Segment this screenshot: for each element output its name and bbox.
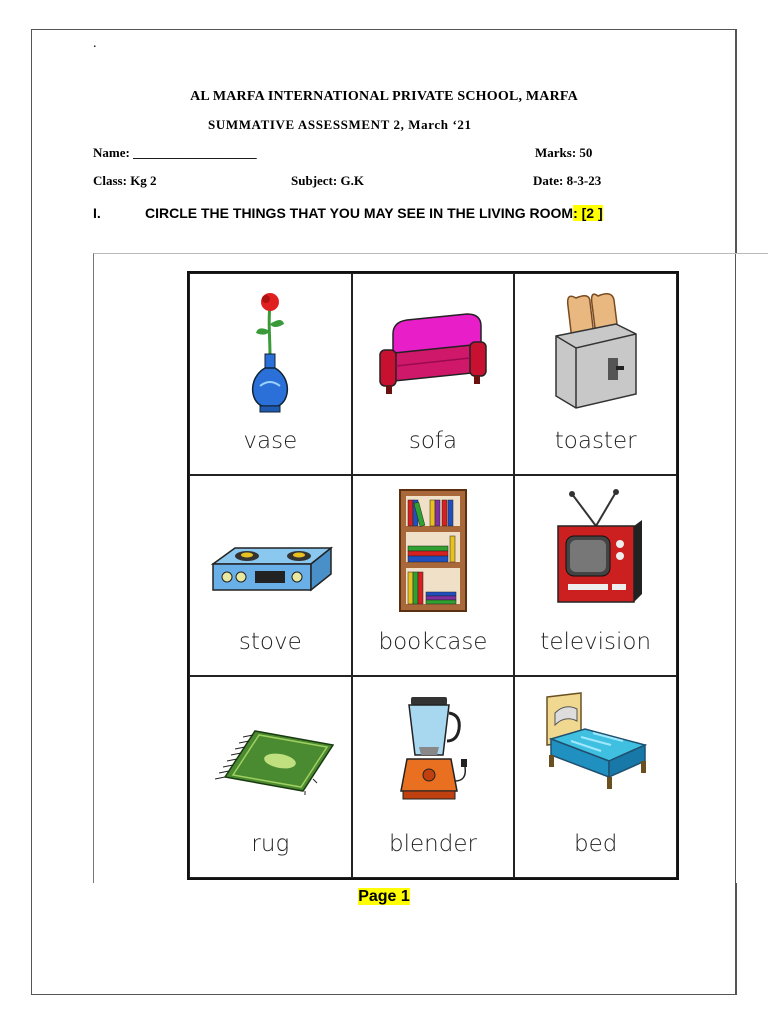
grid-cell-sofa[interactable] bbox=[352, 273, 515, 475]
page-edge-line bbox=[736, 29, 737, 253]
item-label: vase bbox=[243, 427, 298, 454]
question-heading bbox=[93, 205, 603, 221]
rug-icon bbox=[205, 717, 335, 797]
picture-grid bbox=[187, 271, 679, 880]
page-number: Page 1 bbox=[358, 888, 410, 905]
item-label: blender bbox=[389, 831, 477, 857]
item-label: stove bbox=[238, 629, 302, 656]
grid-cell-blender[interactable] bbox=[352, 676, 515, 878]
stove-icon bbox=[205, 534, 335, 624]
assessment-title: SUMMATIVE ASSESSMENT 2, March ‘21 bbox=[208, 117, 472, 132]
grid-cell-bed[interactable] bbox=[514, 676, 677, 878]
grid-cell-television[interactable] bbox=[514, 475, 677, 677]
grid-cell-bookcase[interactable] bbox=[352, 475, 515, 677]
page-footer bbox=[0, 888, 768, 906]
toaster-icon bbox=[546, 286, 646, 416]
sofa-icon bbox=[378, 304, 488, 424]
television-icon bbox=[546, 488, 646, 613]
item-label: toaster bbox=[554, 427, 637, 454]
bookcase-icon bbox=[398, 488, 468, 613]
vase-icon bbox=[240, 286, 300, 416]
marks-field: Marks: 50 bbox=[535, 145, 593, 160]
name-field: Name: ___________________ bbox=[93, 145, 257, 160]
item-label: television bbox=[540, 629, 652, 656]
grid-cell-rug[interactable] bbox=[189, 676, 352, 878]
subject-field: Subject: G.K bbox=[291, 173, 364, 188]
blender-icon bbox=[393, 689, 473, 814]
date-field: Date: 8-3-23 bbox=[533, 173, 602, 188]
bed-icon bbox=[541, 689, 651, 804]
item-label: bed bbox=[573, 831, 618, 857]
grid-cell-vase[interactable] bbox=[189, 273, 352, 475]
class-field: Class: Kg 2 bbox=[93, 173, 157, 188]
school-name: AL MARFA INTERNATIONAL PRIVATE SCHOOL, MARFA bbox=[190, 89, 578, 104]
grid-cell-toaster[interactable] bbox=[514, 273, 677, 475]
stray-dot: . bbox=[93, 36, 97, 51]
item-label: sofa bbox=[408, 427, 458, 454]
item-label: rug bbox=[251, 831, 290, 857]
question-marks: : [2 ] bbox=[573, 205, 603, 221]
question-text: CIRCLE THE THINGS THAT YOU MAY SEE IN THE LIVING ROOM bbox=[145, 205, 574, 221]
item-label: bookcase bbox=[378, 629, 488, 656]
grid-cell-stove[interactable] bbox=[189, 475, 352, 677]
question-number: I. bbox=[93, 205, 101, 221]
